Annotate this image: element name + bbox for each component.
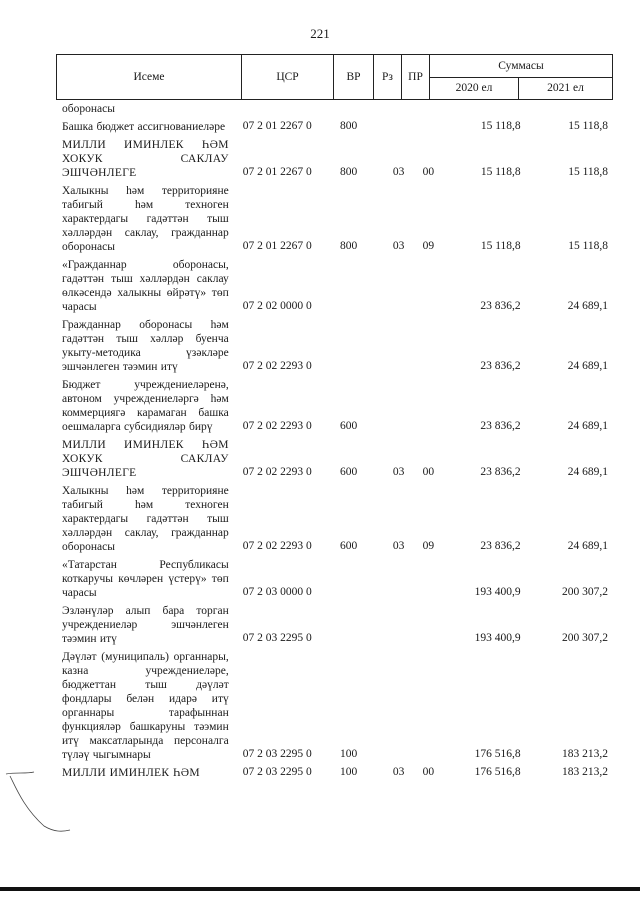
- header-sums: Суммасы: [430, 55, 613, 78]
- row-sum-2020: 23 836,2: [480, 466, 521, 478]
- page-number: 221: [310, 26, 330, 41]
- scan-border: [0, 887, 640, 891]
- row-rz: 03: [392, 540, 405, 552]
- row-rz: 03: [392, 766, 405, 778]
- row-pr: [413, 373, 443, 377]
- row-sum-2020: 176 516,8: [474, 748, 521, 760]
- row-sum-2021: 183 213,2: [562, 766, 609, 778]
- table-row: [62, 377, 608, 437]
- table-row: [62, 101, 608, 119]
- header-year-2021: 2021 ел: [519, 77, 613, 100]
- row-sum-2021: 200 307,2: [562, 632, 609, 644]
- row-csr: 07 2 02 0000 0: [242, 300, 312, 312]
- row-sum-2021: 15 118,8: [568, 120, 609, 132]
- row-rz: [384, 115, 414, 119]
- row-name: Эзләнүләр алып бара торган учреждениеләр эшчәнлеген тәэмин итү: [62, 605, 229, 645]
- row-sum-2021: 24 689,1: [567, 300, 609, 312]
- header-year-2020: 2020 ел: [430, 77, 519, 100]
- row-name: МИЛЛИ ИМИНЛЕК ҺӘМ ХОКУК САКЛАУ ЭШЧӘНЛЕГЕ: [62, 139, 229, 179]
- table-row: [62, 137, 608, 183]
- row-rz: [384, 645, 414, 649]
- row-pr: [413, 599, 443, 603]
- row-vr: [336, 373, 384, 377]
- row-rz: [384, 133, 414, 137]
- row-sum-2021: 24 689,1: [567, 360, 609, 372]
- row-sum-2020: 23 836,2: [480, 360, 521, 372]
- table-row: [62, 603, 608, 649]
- row-sum-2021: 15 118,8: [568, 240, 609, 252]
- table-header: [56, 54, 613, 100]
- table-row: [62, 557, 608, 603]
- row-rz: [384, 373, 414, 377]
- row-pr: 00: [422, 466, 435, 478]
- row-csr: 07 2 03 2295 0: [242, 748, 312, 760]
- table-row: [62, 437, 608, 483]
- row-sum-2020: 23 836,2: [480, 300, 521, 312]
- row-sum-2020: 193 400,9: [474, 632, 521, 644]
- row-name: Дәүләт (муниципаль) органнары, казна учреждениеләре, бюджеттан тыш дәүләт фондлары белән идарә итү органнары тарафыннан функцияләр башкаруны тәэмин итү максатларында персоналга түләү чыгымнары: [62, 651, 229, 761]
- row-sum-2020: 15 118,8: [480, 166, 521, 178]
- row-csr: 07 2 03 0000 0: [242, 586, 312, 598]
- row-csr: 07 2 02 2293 0: [242, 540, 312, 552]
- table-row: [62, 483, 608, 557]
- row-pr: [413, 115, 443, 119]
- header-rz: Рз: [374, 55, 402, 100]
- row-sum-2020: 176 516,8: [474, 766, 521, 778]
- row-pr: 00: [422, 766, 435, 778]
- row-sum-2021: 200 307,2: [562, 586, 609, 598]
- row-csr: 07 2 01 2267 0: [242, 166, 312, 178]
- row-vr: 100: [340, 748, 358, 760]
- row-csr: 07 2 01 2267 0: [242, 240, 312, 252]
- row-sum-2021: 15 118,8: [568, 166, 609, 178]
- row-rz: [384, 433, 414, 437]
- row-pr: 00: [422, 166, 435, 178]
- row-vr: 600: [340, 466, 358, 478]
- row-sum-2021: 24 689,1: [567, 420, 609, 432]
- row-pr: 09: [422, 540, 435, 552]
- table-row: [62, 649, 608, 765]
- row-sum-2020: 15 118,8: [480, 240, 521, 252]
- row-sum-2021: 24 689,1: [567, 540, 609, 552]
- row-pr: [413, 313, 443, 317]
- row-pr: 09: [422, 240, 435, 252]
- table-row: [62, 765, 608, 783]
- row-rz: 03: [392, 240, 405, 252]
- row-csr: 07 2 02 2293 0: [242, 360, 312, 372]
- row-csr: 07 2 02 2293 0: [242, 466, 312, 478]
- row-vr: 800: [340, 120, 358, 132]
- header-name: Исеме: [57, 55, 242, 100]
- row-name: Гражданнар оборонасы һәм гадәттән тыш хәлләр буенча укыту-методика үзәкләре эшчәнлеген тәэмин итү: [62, 319, 229, 373]
- row-name: Башка бюджет ассигнованиеләре: [62, 121, 226, 133]
- row-csr: 07 2 03 2295 0: [242, 766, 312, 778]
- row-sum-2020: 23 836,2: [480, 540, 521, 552]
- row-name: Халыкны һәм территорияне табигый һәм техноген характердагы гадәттән тыш хәлләрдән саклау, гражданнар оборонасы: [62, 485, 229, 553]
- row-csr: 07 2 02 2293 0: [242, 420, 312, 432]
- row-vr: [336, 599, 384, 603]
- row-rz: 03: [392, 466, 405, 478]
- row-sum-2020: 15 118,8: [480, 120, 521, 132]
- row-pr: [413, 433, 443, 437]
- row-csr: 07 2 03 2295 0: [242, 632, 312, 644]
- row-sum-2020: 23 836,2: [480, 420, 521, 432]
- table-row: [62, 119, 608, 137]
- row-csr: 07 2 01 2267 0: [242, 120, 312, 132]
- row-name: Бюджет учреждениеләренә, автоном учреждениеләргә һәм коммерциягә карамаган башка оешмаларга субсидияләр бирү: [62, 379, 229, 433]
- row-sum-2021: 24 689,1: [567, 466, 609, 478]
- row-sum-2021: 183 213,2: [562, 748, 609, 760]
- row-vr: 600: [340, 540, 358, 552]
- header-pr: ПР: [402, 55, 430, 100]
- table-row: [62, 317, 608, 377]
- budget-table-body: [62, 101, 608, 783]
- row-vr: 600: [340, 420, 358, 432]
- row-name: МИЛЛИ ИМИНЛЕК ҺӘМ: [62, 767, 200, 779]
- row-name: МИЛЛИ ИМИНЛЕК ҺӘМ ХОКУК САКЛАУ ЭШЧӘНЛЕГЕ: [62, 439, 229, 479]
- row-rz: 03: [392, 166, 405, 178]
- margin-pen-stroke: [4, 768, 74, 838]
- row-vr: 800: [340, 166, 358, 178]
- row-vr: 800: [340, 240, 358, 252]
- row-rz: [384, 313, 414, 317]
- header-csr: ЦСР: [242, 55, 334, 100]
- row-pr: [413, 645, 443, 649]
- row-name: «Татарстан Республикасы коткаручы көчләрен үстерү» төп чарасы: [62, 559, 229, 599]
- row-name: «Гражданнар оборонасы, гадәттән тыш хәлләрдән саклау өлкәсендә халыкны өйрәтү» төп чарасы: [62, 259, 229, 313]
- row-name: оборонасы: [62, 103, 115, 115]
- header-vr: ВР: [334, 55, 374, 100]
- row-rz: [384, 599, 414, 603]
- row-vr: 100: [340, 766, 358, 778]
- table-row: [62, 257, 608, 317]
- row-sum-2020: 193 400,9: [474, 586, 521, 598]
- row-name: Халыкны һәм территорияне табигый һәм техноген характердагы гадәттән тыш хәлләрдән саклау, гражданнар оборонасы: [62, 185, 229, 253]
- row-vr: [336, 313, 384, 317]
- table-row: [62, 183, 608, 257]
- row-pr: [413, 133, 443, 137]
- row-vr: [336, 645, 384, 649]
